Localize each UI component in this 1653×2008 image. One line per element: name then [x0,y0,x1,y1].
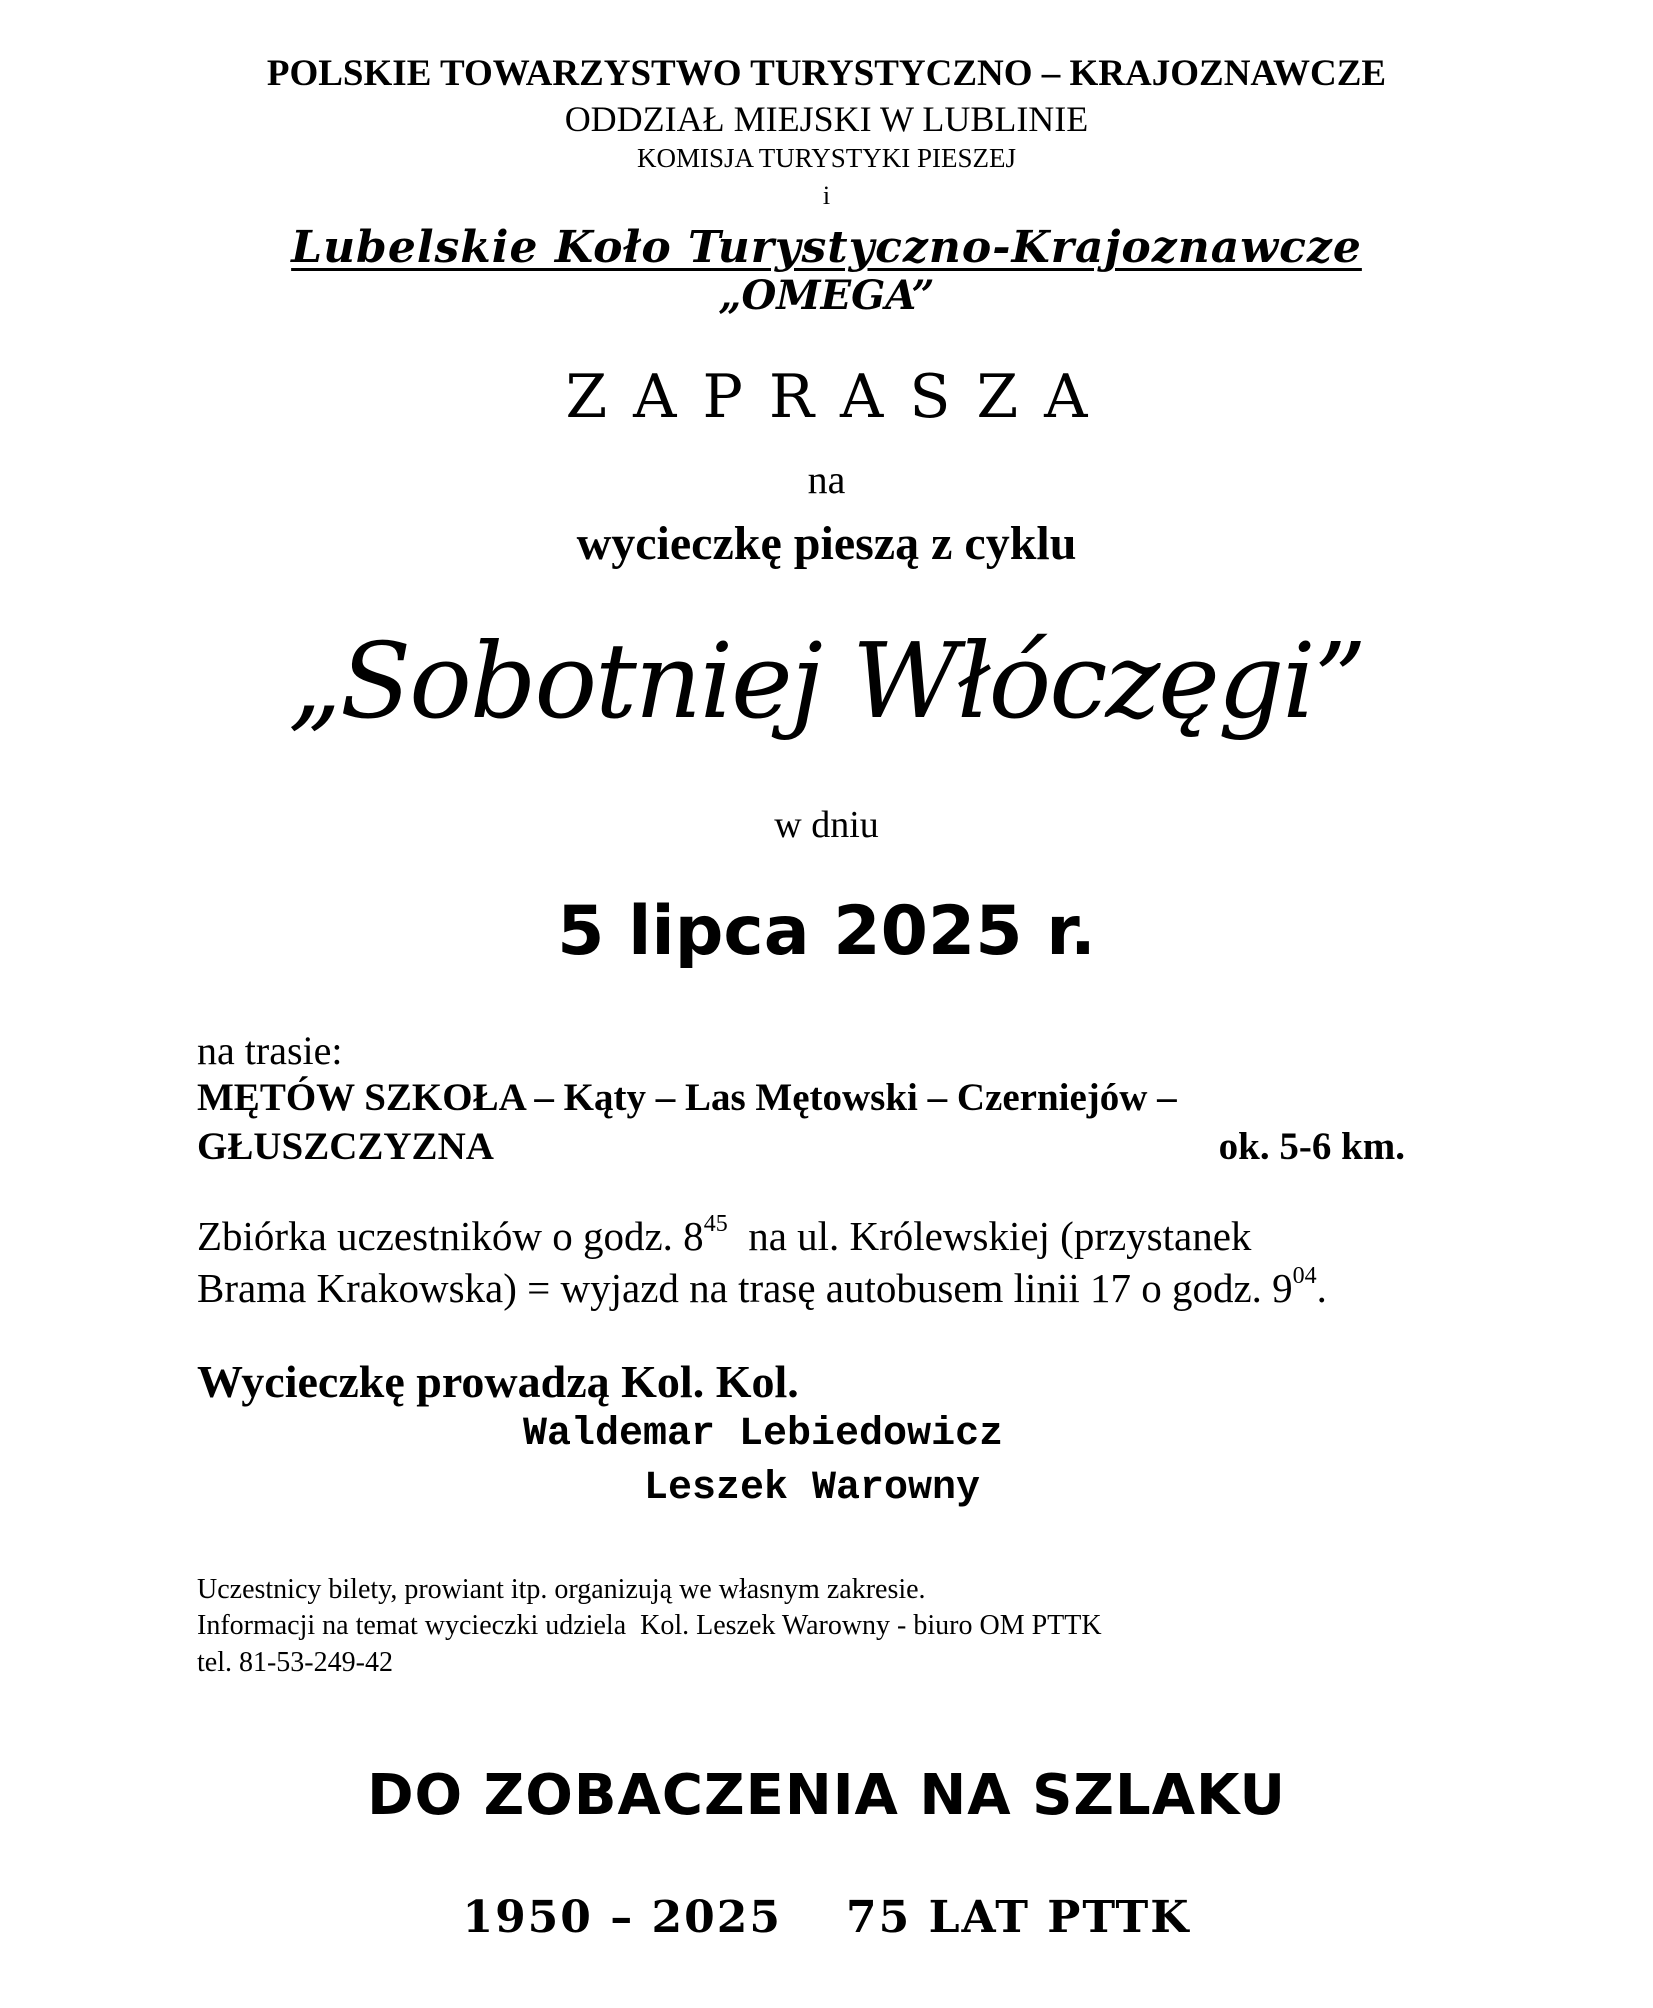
date-intro: w dniu [774,804,879,846]
meeting-text-4: . [1316,1265,1327,1311]
commission-name: KOMISJA TURYSTYKI PIESZEJ [636,143,1017,173]
guide-name: Waldemar Lebiedowicz [523,1412,1004,1457]
meeting-text-1: Zbiórka uczestników o godz. 8 [197,1213,704,1259]
club-title: Lubelskie Koło Turystyczno-Krajoznawcze [291,222,1362,273]
meeting-time-1-minutes: 45 [703,1211,728,1238]
anniversary-years: 1950 – 2025 [462,1892,783,1943]
series-title: „Sobotniej Włóczęgi” [288,620,1365,742]
note-line: Uczestnicy bilety, prowiant itp. organizują we własnym zakresie. [197,1574,926,1605]
guides-label: Wycieczkę prowadzą Kol. Kol. [197,1356,799,1407]
meeting-text-3: Brama Krakowska) = wyjazd na trasę autobusem linii 17 o godz. 9 [197,1265,1293,1311]
branch-name: ODDZIAŁ MIEJSKI W LUBLINIE [564,99,1089,139]
note-line: tel. 81-53-249-42 [197,1647,393,1678]
anniversary-line [0,1892,1653,1943]
invite-heading: ZAPRASZA [565,362,1114,432]
organization-name: POLSKIE TOWARZYSTWO TURYSTYCZNO – KRAJOZNAWCZE [266,53,1387,94]
conjunction: i [822,181,831,210]
meeting-text-2: na ul. Królewskiej (przystanek [727,1213,1252,1259]
meeting-time-2-minutes: 04 [1292,1263,1317,1290]
route-line-2: GŁUSZCZYZNA [197,1125,494,1168]
trip-type: wycieczkę pieszą z cyklu [576,517,1077,570]
club-name: „OMEGA” [718,272,935,319]
farewell-slogan: DO ZOBACZENIA NA SZLAKU [367,1763,1286,1828]
guide-name: Leszek Warowny [644,1466,981,1511]
invite-preposition: na [807,457,846,502]
route-distance: ok. 5-6 km. [1218,1125,1405,1168]
route-line-1: MĘTÓW SZKOŁA – Kąty – Las Mętowski – Czerniejów – [197,1076,1177,1119]
anniversary-label: 75 LAT PTTK [846,1892,1191,1943]
note-line: Informacji na temat wycieczki udziela Kol. Leszek Warowny - biuro OM PTTK [197,1610,1102,1641]
event-date: 5 lipca 2025 r. [557,892,1096,971]
meeting-line-2 [197,1264,1327,1312]
route-label: na trasie: [197,1028,343,1073]
meeting-line-1 [197,1212,1251,1260]
